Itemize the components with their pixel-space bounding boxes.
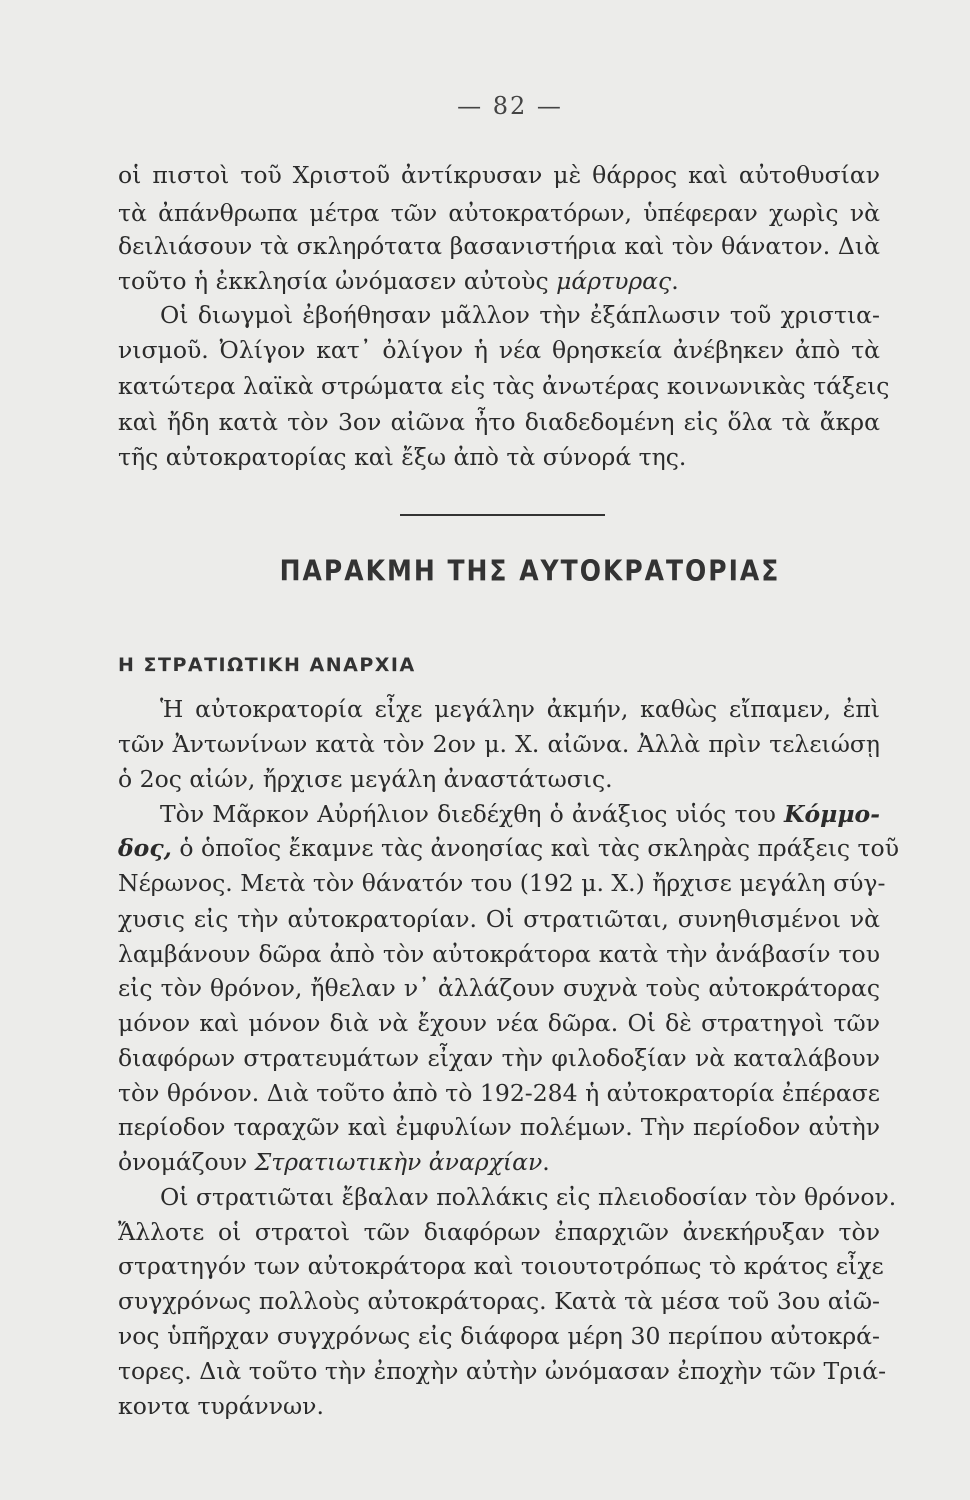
text-line [160, 797, 880, 831]
italic-term: Στρατιωτικὴν ἀναρχίαν [254, 1148, 543, 1176]
section-divider [400, 514, 605, 516]
text-line: κατώτερα λαϊκὰ στρώματα εἰς τὰς ἀνωτέρας κοινωνικὰς τάξεις [118, 372, 890, 400]
text-line: δειλιάσουν τὰ σκληρότατα βασανιστήρια καὶ τὸν θάνατον. Διὰ [118, 232, 880, 260]
italic-term: μάρτυρας [556, 267, 672, 295]
text-line: συγχρόνως πολλοὺς αὐτοκράτορας. Κατὰ τὰ μέσα τοῦ 3ου αἰῶ- [118, 1287, 880, 1315]
text-segment: ὁ ὁποῖος ἔκαμνε τὰς ἀνοησίας καὶ τὰς σκληρὰς πράξεις τοῦ [179, 834, 899, 862]
text-line: τὰ ἀπάνθρωπα μέτρα τῶν αὐτοκρατόρων, ὑπέφεραν χωρὶς νὰ [118, 199, 880, 227]
text-line: Οἱ διωγμοὶ ἐβοήθησαν μᾶλλον τὴν ἐξάπλωσιν τοῦ χριστια- [160, 301, 880, 329]
text-line: χυσις εἰς τὴν αὐτοκρατορίαν. Οἱ στρατιῶται, συνηθισμένοι νὰ [118, 905, 880, 933]
text-line: διαφόρων στρατευμάτων εἶχαν τὴν φιλοδοξίαν νὰ καταλάβουν [118, 1044, 880, 1072]
text-line: νισμοῦ. Ὀλίγον κατ᾽ ὀλίγον ἡ νέα θρησκεία ἀνέβηκεν ἀπὸ τὰ [118, 336, 880, 364]
text-segment: Τὸν Μᾶρκον Αὐρήλιον διεδέχθη ὁ ἀνάξιος υἱός του [160, 800, 776, 828]
text-line: νος ὑπῆρχαν συγχρόνως εἰς διάφορα μέρη 30 περίπου αὐτοκρά- [118, 1322, 880, 1350]
bold-name-cont: δος, [118, 834, 172, 862]
text-line [118, 264, 880, 298]
section-title: ΠΑΡΑΚΜΗ ΤΗΣ ΑΥΤΟΚΡΑΤΟΡΙΑΣ [279, 553, 781, 588]
text-line: οἱ πιστοὶ τοῦ Χριστοῦ ἀντίκρυσαν μὲ θάρρος καὶ αὐτοθυσίαν [118, 161, 880, 189]
text-line: καὶ ἤδη κατὰ τὸν 3ον αἰῶνα ἦτο διαδεδομένη εἰς ὅλα τὰ ἄκρα [118, 408, 880, 436]
text-line: μόνον καὶ μόνον διὰ νὰ ἔχουν νέα δῶρα. Οἱ δὲ στρατηγοὶ τῶν [118, 1009, 880, 1037]
text-line: τῆς αὐτοκρατορίας καὶ ἔξω ἀπὸ τὰ σύνορά της. [118, 443, 687, 471]
text-line: Ἡ αὐτοκρατορία εἶχε μεγάλην ἀκμήν, καθὼς εἴπαμεν, ἐπὶ [160, 695, 880, 723]
text-line: τῶν Ἀντωνίνων κατὰ τὸν 2ον μ. Χ. αἰῶνα. Ἀλλὰ πρὶν τελειώσῃ [118, 730, 880, 758]
subsection-title: Η ΣΤΡΑΤΙΩΤΙΚΗ ΑΝΑΡΧΙΑ [118, 654, 416, 676]
text-line [118, 831, 899, 865]
page-number: — 82 — [457, 92, 563, 120]
text-line: εἰς τὸν θρόνον, ἤθελαν ν᾽ ἀλλάζουν συχνὰ τοὺς αὐτοκράτορας [118, 974, 880, 1002]
text-line: Οἱ στρατιῶται ἔβαλαν πολλάκις εἰς πλειοδοσίαν τὸν θρόνον. [160, 1183, 897, 1211]
text-line: περίοδον ταραχῶν καὶ ἐμφυλίων πολέμων. Τὴν περίοδον αὐτὴν [118, 1113, 880, 1141]
text-line: τὸν θρόνον. Διὰ τοῦτο ἀπὸ τὸ 192-284 ἡ αὐτοκρατορία ἐπέρασε [118, 1079, 880, 1107]
text-line: ὁ 2ος αἰών, ἤρχισε μεγάλη ἀναστάτωσις. [118, 765, 613, 793]
text-segment: τοῦτο ἡ ἐκκλησία ὠνόμασεν αὐτοὺς [118, 267, 549, 295]
punctuation: . [671, 267, 679, 295]
text-line: Νέρωνος. Μετὰ τὸν θάνατόν του (192 μ. Χ.) ἤρχισε μεγάλη σύγ- [118, 869, 886, 897]
bold-name: Κόμμο- [784, 800, 880, 828]
text-line: κοντα τυράννων. [118, 1392, 324, 1420]
punctuation: . [542, 1148, 550, 1176]
text-line: στρατηγόν των αὐτοκράτορα καὶ τοιουτοτρόπως τὸ κράτος εἶχε [118, 1252, 884, 1280]
text-line: λαμβάνουν δῶρα ἀπὸ τὸν αὐτοκράτορα κατὰ τὴν ἀνάβασίν του [118, 940, 880, 968]
text-segment: ὀνομάζουν [118, 1148, 248, 1176]
text-line: τορες. Διὰ τοῦτο τὴν ἐποχὴν αὐτὴν ὠνόμασαν ἐποχὴν τῶν Τριά- [118, 1357, 887, 1385]
text-line [118, 1145, 880, 1179]
text-line: Ἄλλοτε οἱ στρατοὶ τῶν διαφόρων ἐπαρχιῶν ἀνεκήρυξαν τὸν [118, 1218, 880, 1246]
